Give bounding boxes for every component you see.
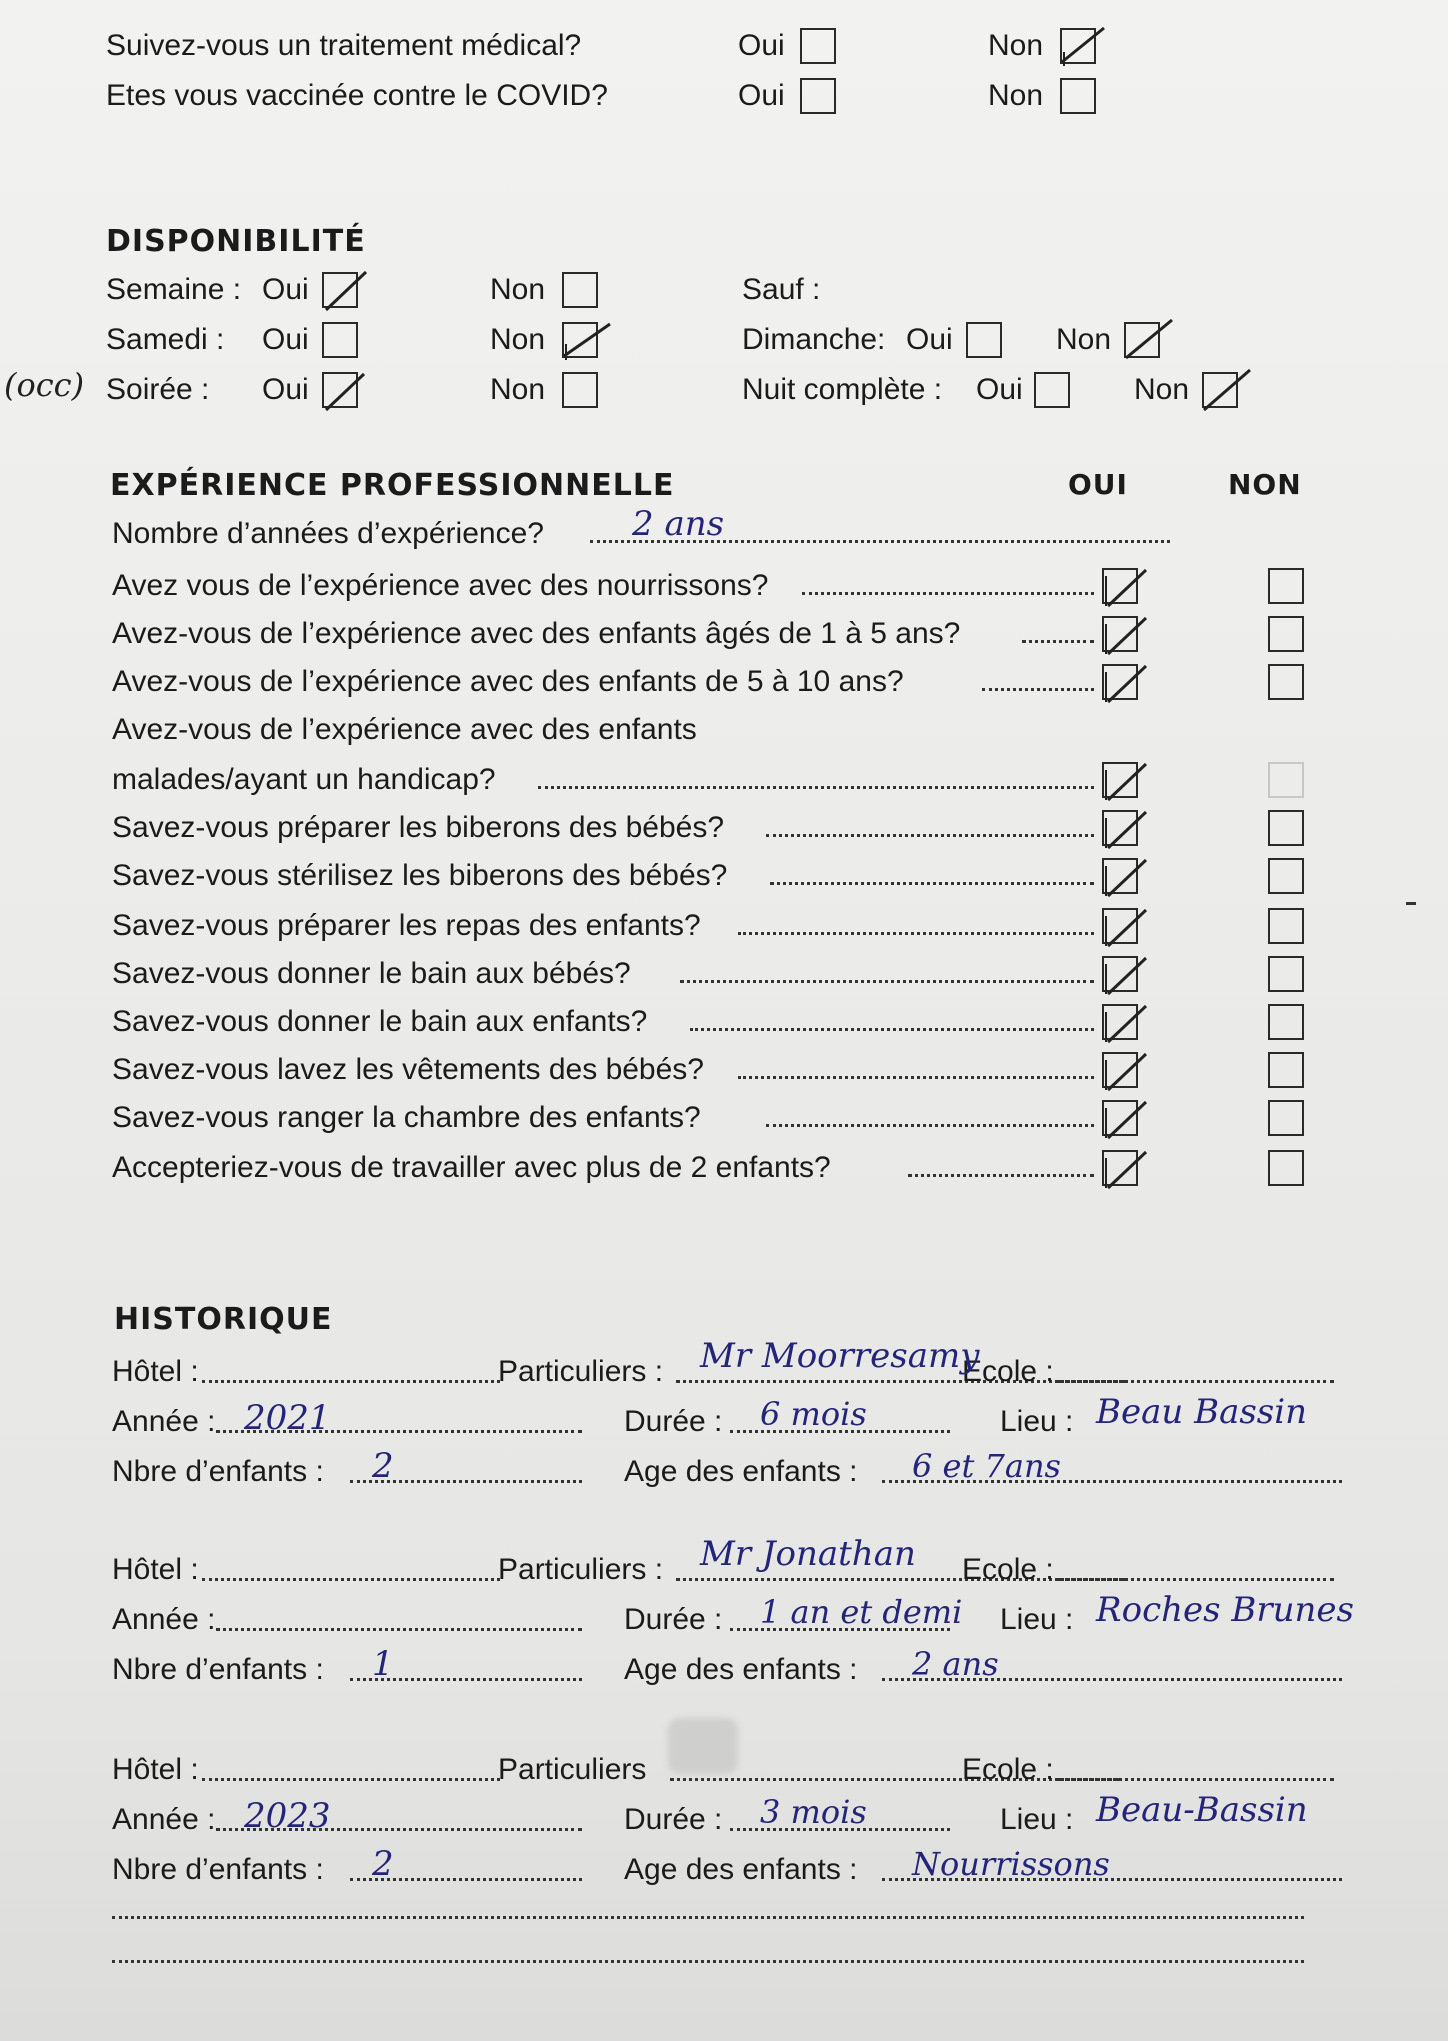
multi-line-question-first: Avez-vous de l’expérience avec des enfants <box>112 713 697 746</box>
dimanche-oui-label: Oui <box>906 323 953 356</box>
check-mark-icon <box>1102 902 1148 954</box>
annee-label: Année : <box>112 1803 216 1836</box>
soiree-label: Soirée : <box>106 373 210 406</box>
experience-non-checkbox[interactable] <box>1268 858 1304 894</box>
ecole-label: Ecole : <box>962 1553 1054 1586</box>
experience-non-checkbox[interactable] <box>1268 762 1304 798</box>
lieu-value[interactable]: Beau-Bassin <box>1096 1790 1308 1830</box>
check-mark-icon <box>322 266 368 318</box>
check-mark-icon <box>562 316 608 368</box>
experience-question-row <box>112 1148 1112 1188</box>
duree-label: Durée : <box>624 1405 723 1438</box>
experience-non-checkbox[interactable] <box>1268 616 1304 652</box>
experience-question: Savez-vous stérilisez les biberons des bébés? <box>112 859 728 892</box>
experience-non-checkbox[interactable] <box>1268 956 1304 992</box>
age-value[interactable]: Nourrissons <box>912 1845 1110 1883</box>
experience-question: Avez-vous de l’expérience avec des enfants de 5 à 10 ans? <box>112 665 904 698</box>
annee-field <box>112 1404 582 1444</box>
samedi-oui-checkbox[interactable] <box>322 322 358 358</box>
experience-question: malades/ayant un handicap? <box>112 763 496 796</box>
check-mark-icon <box>1102 804 1148 856</box>
covid-non-checkbox[interactable] <box>1060 78 1096 114</box>
years-experience-row <box>112 504 1112 554</box>
ecole-field <box>962 1552 1334 1592</box>
experience-non-checkbox[interactable] <box>1268 1004 1304 1040</box>
disponibilite-title: DISPONIBILITÉ <box>106 224 366 259</box>
experience-question: Savez-vous préparer les repas des enfants? <box>112 909 701 942</box>
duree-value[interactable]: 1 an et demi <box>760 1593 963 1631</box>
sauf-label: Sauf : <box>742 273 821 306</box>
nuit-non-checkbox[interactable] <box>1202 372 1238 408</box>
experience-question-row <box>112 1002 1112 1042</box>
experience-question-row <box>112 760 1112 800</box>
lieu-value[interactable]: Roches Brunes <box>1096 1590 1354 1630</box>
check-mark-icon <box>1102 658 1148 710</box>
column-header-non: NON <box>1228 468 1302 501</box>
age-label: Age des enfants : <box>624 1653 858 1686</box>
semaine-non-label: Non <box>490 273 546 306</box>
experience-non-checkbox[interactable] <box>1268 664 1304 700</box>
nbre-value[interactable]: 1 <box>372 1644 394 1684</box>
particuliers-label: Particuliers : <box>498 1553 664 1586</box>
experience-oui-checkbox[interactable] <box>1102 908 1138 944</box>
traitement-oui-checkbox[interactable] <box>800 28 836 64</box>
particuliers-label: Particuliers <box>498 1753 647 1786</box>
dotted-leader <box>202 1380 500 1383</box>
experience-question: Avez-vous de l’expérience avec des enfants âgés de 1 à 5 ans? <box>112 617 961 650</box>
samedi-non-checkbox[interactable] <box>562 322 598 358</box>
dotted-leader <box>1022 640 1094 643</box>
experience-oui-checkbox[interactable] <box>1102 1100 1138 1136</box>
soiree-non-label: Non <box>490 373 546 406</box>
covid-oui-label: Oui <box>738 79 785 112</box>
column-header-oui: OUI <box>1068 468 1128 501</box>
stray-mark <box>1406 902 1416 905</box>
hotel-label: Hôtel : <box>112 1355 199 1388</box>
soiree-oui-checkbox[interactable] <box>322 372 358 408</box>
experience-question-row <box>112 566 1112 606</box>
experience-oui-checkbox[interactable] <box>1102 858 1138 894</box>
check-mark-icon <box>1060 22 1106 74</box>
duree-label: Durée : <box>624 1603 723 1636</box>
age-label: Age des enfants : <box>624 1455 858 1488</box>
semaine-oui-label: Oui <box>262 273 309 306</box>
particuliers-value[interactable]: Mr Jonathan <box>700 1534 916 1574</box>
hotel-label: Hôtel : <box>112 1553 199 1586</box>
experience-non-checkbox[interactable] <box>1268 1150 1304 1186</box>
lieu-field <box>1000 1602 1072 1642</box>
semaine-label: Semaine : <box>106 273 242 306</box>
traitement-non-label: Non <box>988 29 1044 62</box>
check-mark-icon <box>1102 756 1148 808</box>
lieu-label: Lieu : <box>1000 1405 1074 1438</box>
nuit-non-label: Non <box>1134 373 1190 406</box>
hotel-field <box>112 1752 500 1792</box>
redaction-smudge <box>668 1718 738 1774</box>
experience-non-checkbox[interactable] <box>1268 810 1304 846</box>
experience-oui-checkbox[interactable] <box>1102 616 1138 652</box>
ecole-label: Ecole : <box>962 1355 1054 1388</box>
years-question: Nombre d’années d’expérience? <box>112 517 544 550</box>
duree-value[interactable]: 3 mois <box>760 1793 867 1831</box>
dimanche-non-label: Non <box>1056 323 1112 356</box>
dimanche-oui-checkbox[interactable] <box>966 322 1002 358</box>
check-mark-icon <box>1124 316 1170 368</box>
experience-question: Accepteriez-vous de travailler avec plus de 2 enfants? <box>112 1151 831 1184</box>
check-mark-icon <box>1102 562 1148 614</box>
experience-oui-checkbox[interactable] <box>1102 810 1138 846</box>
dotted-leader <box>680 980 1094 983</box>
hotel-label: Hôtel : <box>112 1753 199 1786</box>
samedi-non-label: Non <box>490 323 546 356</box>
experience-question-row <box>112 1050 1112 1090</box>
annee-value[interactable]: 2023 <box>244 1796 331 1836</box>
samedi-label: Samedi : <box>106 323 225 356</box>
dotted-leader <box>766 834 1094 837</box>
experience-oui-checkbox[interactable] <box>1102 1004 1138 1040</box>
duree-value[interactable]: 6 mois <box>760 1395 867 1433</box>
nbre-value[interactable]: 2 <box>372 1844 394 1884</box>
covid-non-label: Non <box>988 79 1044 112</box>
dotted-leader <box>770 882 1094 885</box>
age-value[interactable]: 2 ans <box>912 1645 999 1683</box>
dotted-leader <box>216 1628 582 1631</box>
check-mark-icon <box>1102 852 1148 904</box>
experience-non-checkbox[interactable] <box>1268 908 1304 944</box>
check-mark-icon <box>1102 998 1148 1050</box>
dimanche-non-checkbox[interactable] <box>1124 322 1160 358</box>
nbre-field <box>112 1852 582 1892</box>
experience-question: Avez vous de l’expérience avec des nourrissons? <box>112 569 769 602</box>
semaine-non-checkbox[interactable] <box>562 272 598 308</box>
nuit-oui-checkbox[interactable] <box>1034 372 1070 408</box>
covid-oui-checkbox[interactable] <box>800 78 836 114</box>
age-value[interactable]: 6 et 7ans <box>912 1447 1061 1485</box>
experience-oui-checkbox[interactable] <box>1102 762 1138 798</box>
lieu-label: Lieu : <box>1000 1803 1074 1836</box>
dotted-leader <box>1058 1380 1334 1383</box>
soiree-non-checkbox[interactable] <box>562 372 598 408</box>
ecole-field <box>962 1354 1334 1394</box>
nbre-field <box>112 1454 582 1494</box>
dotted-leader <box>982 688 1094 691</box>
hotel-field <box>112 1552 500 1592</box>
nbre-label: Nbre d’enfants : <box>112 1653 324 1686</box>
ecole-field <box>962 1752 1334 1792</box>
nbre-label: Nbre d’enfants : <box>112 1853 324 1886</box>
covid-question: Etes vous vaccinée contre le COVID? <box>106 79 608 112</box>
samedi-oui-label: Oui <box>262 323 309 356</box>
soiree-margin-note: (occ) <box>4 366 85 404</box>
soiree-oui-label: Oui <box>262 373 309 406</box>
annee-field <box>112 1802 582 1842</box>
hotel-field <box>112 1354 500 1394</box>
annee-value[interactable]: 2021 <box>244 1398 331 1438</box>
blank-line[interactable] <box>112 1960 1304 1963</box>
historique-title: HISTORIQUE <box>114 1302 333 1337</box>
check-mark-icon <box>1102 950 1148 1002</box>
lieu-value[interactable]: Beau Bassin <box>1096 1392 1308 1432</box>
nbre-label: Nbre d’enfants : <box>112 1455 324 1488</box>
experience-question-row <box>112 1098 1112 1138</box>
traitement-non-checkbox[interactable] <box>1060 28 1096 64</box>
years-answer[interactable]: 2 ans <box>632 504 725 544</box>
dotted-leader <box>202 1578 500 1581</box>
annee-label: Année : <box>112 1603 216 1636</box>
dotted-leader <box>1058 1778 1334 1781</box>
experience-non-checkbox[interactable] <box>1268 1100 1304 1136</box>
experience-title: EXPÉRIENCE PROFESSIONNELLE <box>110 468 675 503</box>
annee-field <box>112 1602 582 1642</box>
nbre-field <box>112 1652 582 1692</box>
experience-question-row <box>112 856 1112 896</box>
dotted-leader <box>766 1124 1094 1127</box>
lieu-field <box>1000 1404 1072 1444</box>
experience-question-row <box>112 906 1112 946</box>
lieu-label: Lieu : <box>1000 1603 1074 1636</box>
experience-question-row <box>112 614 1112 654</box>
blank-line[interactable] <box>112 1916 1304 1919</box>
particuliers-label: Particuliers : <box>498 1355 664 1388</box>
experience-question: Savez-vous ranger la chambre des enfants? <box>112 1101 701 1134</box>
experience-oui-checkbox[interactable] <box>1102 568 1138 604</box>
check-mark-icon <box>1102 1144 1148 1196</box>
check-mark-icon <box>1102 610 1148 662</box>
dotted-leader <box>1058 1578 1334 1581</box>
experience-question-row <box>112 662 1112 702</box>
traitement-question: Suivez-vous un traitement médical? <box>106 29 582 62</box>
nuit-oui-label: Oui <box>976 373 1023 406</box>
dotted-leader <box>690 1028 1094 1031</box>
nuit-label: Nuit complète : <box>742 373 943 406</box>
experience-question-row <box>112 808 1112 848</box>
experience-oui-checkbox[interactable] <box>1102 956 1138 992</box>
check-mark-icon <box>1202 366 1248 418</box>
dotted-leader <box>738 932 1094 935</box>
duree-label: Durée : <box>624 1803 723 1836</box>
dotted-leader <box>908 1174 1094 1177</box>
experience-oui-checkbox[interactable] <box>1102 664 1138 700</box>
dotted-leader <box>738 1076 1094 1079</box>
nbre-value[interactable]: 2 <box>372 1446 394 1486</box>
dimanche-label: Dimanche: <box>742 323 886 356</box>
experience-non-checkbox[interactable] <box>1268 568 1304 604</box>
check-mark-icon <box>322 366 368 418</box>
experience-question: Savez-vous donner le bain aux enfants? <box>112 1005 648 1038</box>
particuliers-value[interactable]: Mr Moorresamy <box>700 1336 980 1376</box>
experience-question: Savez-vous lavez les vêtements des bébés? <box>112 1053 704 1086</box>
experience-oui-checkbox[interactable] <box>1102 1150 1138 1186</box>
dotted-leader <box>802 592 1094 595</box>
lieu-field <box>1000 1802 1072 1842</box>
ecole-label: Ecole : <box>962 1753 1054 1786</box>
check-mark-icon <box>1102 1046 1148 1098</box>
experience-non-checkbox[interactable] <box>1268 1052 1304 1088</box>
traitement-oui-label: Oui <box>738 29 785 62</box>
check-mark-icon <box>1102 1094 1148 1146</box>
annee-label: Année : <box>112 1405 216 1438</box>
semaine-oui-checkbox[interactable] <box>322 272 358 308</box>
experience-question-row <box>112 954 1112 994</box>
dotted-leader <box>202 1778 500 1781</box>
experience-oui-checkbox[interactable] <box>1102 1052 1138 1088</box>
experience-question: Savez-vous donner le bain aux bébés? <box>112 957 631 990</box>
experience-question: Savez-vous préparer les biberons des bébés? <box>112 811 725 844</box>
dotted-leader <box>538 786 1094 789</box>
age-label: Age des enfants : <box>624 1853 858 1886</box>
